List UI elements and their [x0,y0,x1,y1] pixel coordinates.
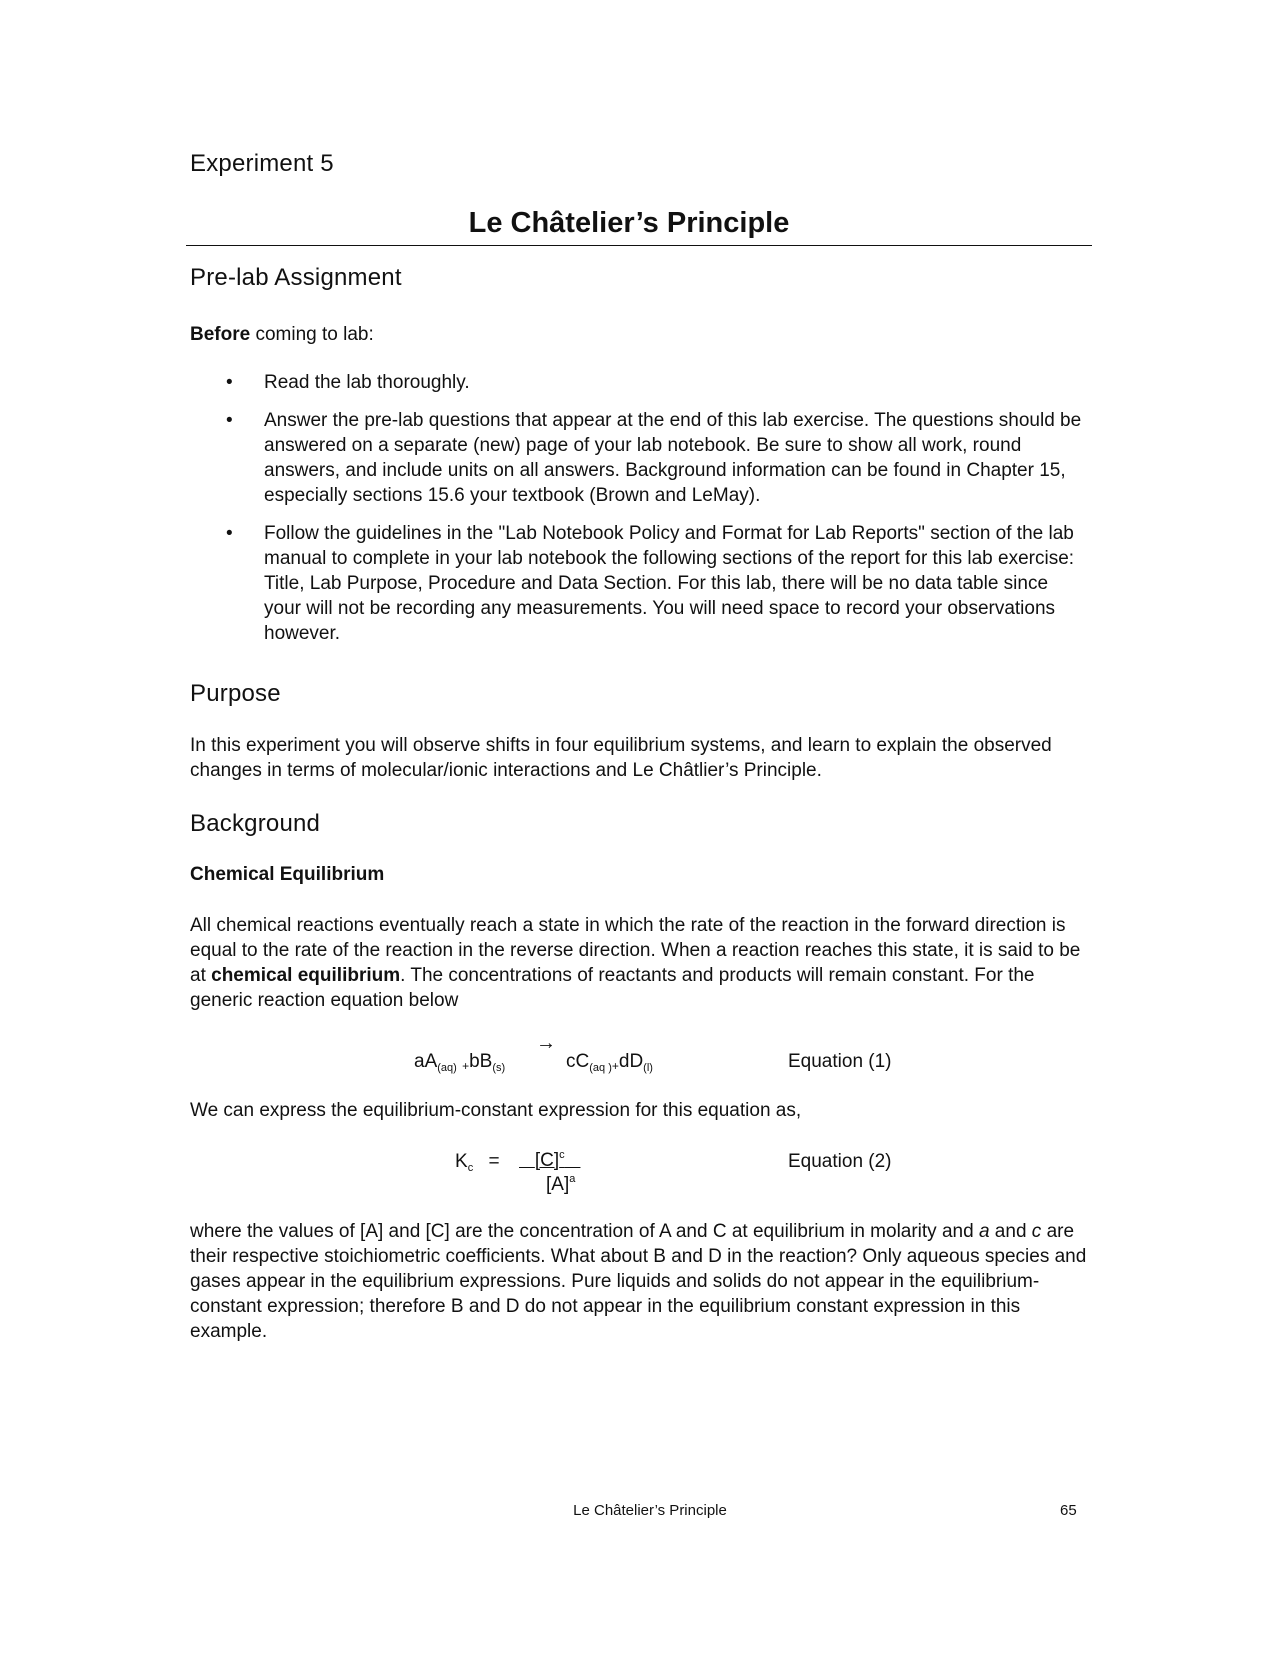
chemical-equilibrium-subheading: Chemical Equilibrium [190,864,385,885]
experiment-label: Experiment 5 [190,150,334,177]
purpose-text: In this experiment you will observe shifts in four equilibrium systems, and learn to explain the observed changes in terms of molecular/ionic interactions and Le Châtlier’s Principle. [190,735,1052,781]
page-title: Le Châtelier’s Principle [468,207,790,239]
prelab-intro [190,322,1090,347]
eq2-denominator-text: [A] [546,1174,570,1195]
eq2-denominator-sup: a [569,1173,576,1185]
prelab-heading: Pre-lab Assignment [190,264,402,291]
footer-title: Le Châtelier’s Principle [573,1502,727,1519]
eq2-numerator-text: [C] [534,1150,560,1171]
background-paragraph-3 [190,1219,1090,1344]
prelab-intro-rest: coming to lab: [250,324,374,345]
list-item [190,370,1090,395]
title-rule [186,205,1092,246]
para1-text: All chemical reactions eventually reach a state in which the rate of the reaction in the forward direction is equal to the rate of the reaction in the reverse direction. When a reaction reaches this state, it is said to be at [190,915,1081,986]
equation-1 [414,1049,505,1081]
page-number: 65 [1060,1502,1077,1519]
eq1-aA-sub: (aq) [437,1062,457,1074]
para3-italic-c: c [1031,1221,1042,1242]
eq1-cC-sub: (aq ) [589,1062,612,1074]
list-item [190,408,1090,508]
prelab-intro-bold: Before [190,324,251,345]
para1-text-end: . The concentrations of reactants and products will remain constant. For the generic reaction equation below [190,965,1035,1011]
bullet-text: Follow the guidelines in the "Lab Notebook Policy and Format for Lab Reports" section of the lab manual to complete in your lab notebook the following sections of the report for this lab exercise: Title, Lab Purpose, Procedure and Data Section. For this lab, there will be no data table since your will not be recording any measurements. You will need space to record your observations however. [264,523,1075,644]
background-heading: Background [190,810,321,837]
eq1-cC: cC [566,1051,590,1072]
eq1-bB-sub: (s) [492,1062,506,1074]
background-paragraph-1 [190,913,1090,1013]
bullet-icon: • [226,523,233,544]
eq2-K-sub: c [467,1162,474,1174]
eq2-K: K [455,1151,468,1172]
prelab-bullet-list [190,370,1090,659]
para3-italic-a: a [978,1221,990,1242]
bullet-text: Answer the pre-lab questions that appear at the end of this lab exercise. The questions should be answered on a separate (new) page of your lab notebook. Be sure to show all work, round answers, and include units on all answers. Background information can be found in Chapter 15, especially sections 15.6 your textbook (Brown and LeMay). [264,410,1082,506]
eq1-dD-sub: (l) [643,1062,653,1074]
equation-1-products [566,1049,653,1081]
eq1-bB: bB [469,1051,493,1072]
eq1-plus-2: + [611,1059,619,1073]
eq2-numerator-sup: c [559,1149,565,1161]
bullet-icon: • [226,410,233,431]
para1-bold-term: chemical equilibrium [211,965,401,986]
purpose-heading: Purpose [190,680,281,707]
para3-text: where the values of [A] and [C] are the concentration of A and C at equilibrium in molarity and [190,1221,979,1242]
bullet-icon: • [226,372,233,393]
reaction-arrow-icon: → [536,1032,556,1054]
bullet-text: Read the lab thoroughly. [264,372,470,393]
equation-2-lhs [455,1149,500,1181]
eq2-equals: = [488,1151,500,1172]
eq1-aA: aA [414,1051,438,1072]
list-item [190,521,1090,646]
eq1-dD: dD [618,1051,644,1072]
eq2-numerator [519,1149,580,1172]
background-paragraph-2: We can express the equilibrium-constant expression for this equation as, [190,1100,802,1121]
para3-text-2: and [989,1221,1032,1242]
equation-1-label: Equation (1) [788,1051,892,1072]
equation-2-label: Equation (2) [788,1151,892,1172]
para3-text-3: are their respective stoichiometric coefficients. What about B and D in the reaction? Only aqueous species and gases appear in the equilibrium expressions. Pure liquids and solids do not appear in the equilibrium-constant expression; therefore B and D do not appear in the equilibrium constant expression in this example. [190,1221,1087,1342]
eq1-plus: + [462,1059,470,1073]
eq2-denominator [546,1173,575,1196]
